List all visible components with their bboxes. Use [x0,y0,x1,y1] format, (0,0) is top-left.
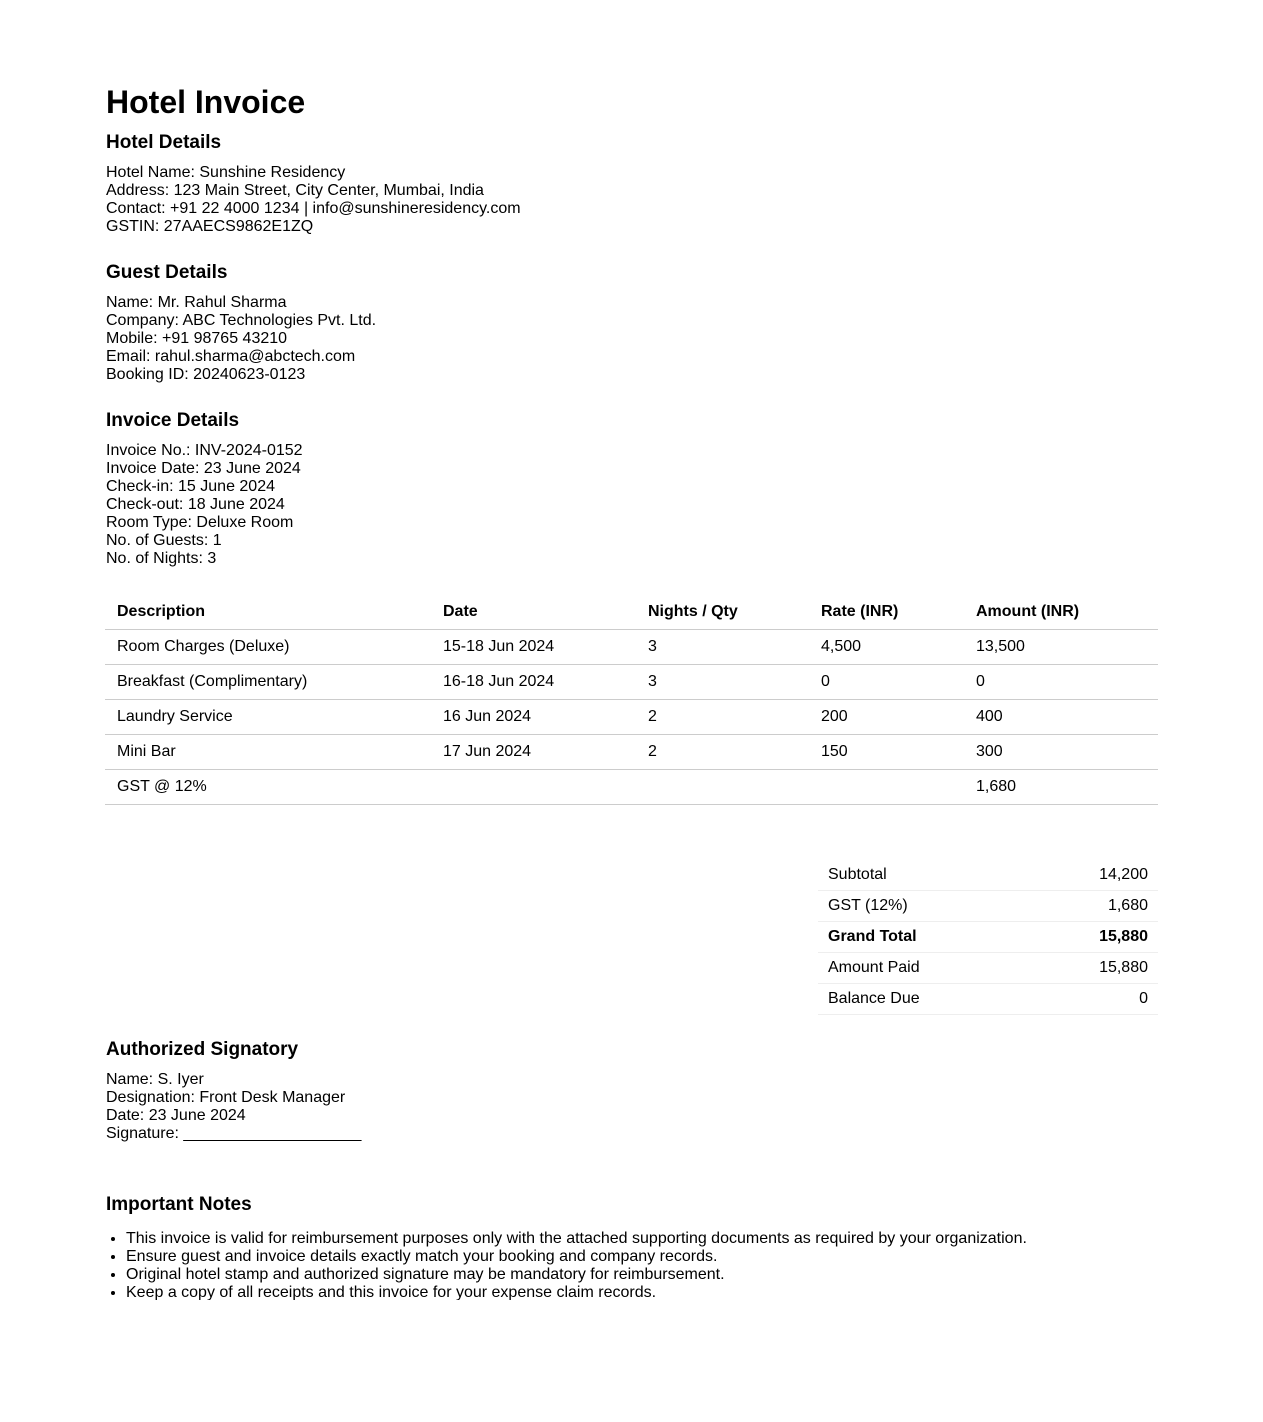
line-items-table [105,594,1158,805]
totals-row-amount-paid [818,953,1158,984]
cell-amount: 1,680 [964,770,1158,805]
hotel-contact: Contact: +91 22 4000 1234 | info@sunshineresidency.com [106,200,521,217]
hotel-name: Hotel Name: Sunshine Residency [106,164,346,181]
table-header-row [105,594,1158,630]
cell-rate: 200 [809,700,964,735]
list-item: • Keep a copy of all receipts and this invoice for your expense claim records. [126,1284,1156,1300]
notes-list [106,1230,1156,1300]
cell-rate: 0 [809,665,964,700]
cell-qty [636,770,809,805]
cell-qty: 3 [636,630,809,665]
gst-label: GST (12%) [818,891,1028,922]
guest-company: Company: ABC Technologies Pvt. Ltd. [106,312,377,329]
cell-date: 15-18 Jun 2024 [431,630,636,665]
cell-date: 17 Jun 2024 [431,735,636,770]
guest-count: No. of Guests: 1 [106,532,222,549]
signatory-section [106,1039,361,1143]
cell-description: Room Charges (Deluxe) [105,630,431,665]
table-row [105,735,1158,770]
hotel-details-section [106,132,521,236]
balance-due-value: 0 [1028,984,1158,1015]
guest-mobile: Mobile: +91 98765 43210 [106,330,288,347]
table-row [105,700,1158,735]
check-in: Check-in: 15 June 2024 [106,478,275,495]
room-type: Room Type: Deluxe Room [106,514,294,531]
table-row [105,665,1158,700]
table-row [105,770,1158,805]
column-header-date: Date [431,594,636,630]
totals-row-subtotal [818,860,1158,891]
cell-date: 16 Jun 2024 [431,700,636,735]
signatory-signature-line: Signature: ____________________ [106,1125,362,1142]
page-title: Hotel Invoice [106,84,306,120]
cell-rate: 4,500 [809,630,964,665]
list-item: • This invoice is valid for reimbursement purposes only with the attached supporting documents as required by your organization. [126,1230,1156,1248]
amount-paid-label: Amount Paid [818,953,1028,984]
subtotal-label: Subtotal [818,860,1028,891]
notes-heading: Important Notes [106,1194,252,1215]
cell-description: Laundry Service [105,700,431,735]
cell-amount: 13,500 [964,630,1158,665]
column-header-qty: Nights / Qty [636,594,809,630]
totals-row-gst [818,891,1158,922]
guest-name: Name: Mr. Rahul Sharma [106,294,287,311]
totals-row-balance-due [818,984,1158,1015]
hotel-gstin: GSTIN: 27AAECS9862E1ZQ [106,218,314,235]
cell-rate: 150 [809,735,964,770]
totals-row-grand-total [818,922,1158,953]
invoice-details-heading: Invoice Details [106,410,240,431]
guest-details-heading: Guest Details [106,262,228,283]
hotel-address: Address: 123 Main Street, City Center, Mumbai, India [106,182,484,199]
hotel-details-heading: Hotel Details [106,132,222,153]
invoice-number: Invoice No.: INV-2024-0152 [106,442,303,459]
guest-email: Email: rahul.sharma@abctech.com [106,348,356,365]
cell-qty: 2 [636,700,809,735]
amount-paid-value: 15,880 [1028,953,1158,984]
guest-details-lines [106,294,376,384]
cell-description: Breakfast (Complimentary) [105,665,431,700]
signatory-lines [106,1071,361,1143]
guest-details-section [106,262,376,384]
grand-total-label: Grand Total [818,922,1028,953]
cell-qty: 2 [636,735,809,770]
subtotal-value: 14,200 [1028,860,1158,891]
signatory-date: Date: 23 June 2024 [106,1107,246,1124]
column-header-rate: Rate (INR) [809,594,964,630]
cell-rate [809,770,964,805]
totals-table [818,860,1158,1015]
balance-due-label: Balance Due [818,984,1028,1015]
list-item: • Ensure guest and invoice details exactly match your booking and company records. [126,1248,1156,1266]
column-header-amount: Amount (INR) [964,594,1158,630]
column-header-description: Description [105,594,431,630]
cell-description: Mini Bar [105,735,431,770]
night-count: No. of Nights: 3 [106,550,217,567]
cell-amount: 0 [964,665,1158,700]
list-item: • Original hotel stamp and authorized signature may be mandatory for reimbursement. [126,1266,1156,1284]
cell-qty: 3 [636,665,809,700]
table-row [105,630,1158,665]
invoice-details-lines [106,442,303,568]
grand-total-value: 15,880 [1028,922,1158,953]
signatory-name: Name: S. Iyer [106,1071,204,1088]
invoice-date: Invoice Date: 23 June 2024 [106,460,301,477]
cell-date [431,770,636,805]
cell-date: 16-18 Jun 2024 [431,665,636,700]
cell-amount: 300 [964,735,1158,770]
gst-value: 1,680 [1028,891,1158,922]
check-out: Check-out: 18 June 2024 [106,496,285,513]
cell-amount: 400 [964,700,1158,735]
signatory-heading: Authorized Signatory [106,1039,299,1060]
cell-description: GST @ 12% [105,770,431,805]
signatory-designation: Designation: Front Desk Manager [106,1089,346,1106]
invoice-details-section [106,410,303,568]
hotel-details-lines [106,164,521,236]
guest-booking-id: Booking ID: 20240623-0123 [106,366,306,383]
notes-section [106,1194,1156,1300]
